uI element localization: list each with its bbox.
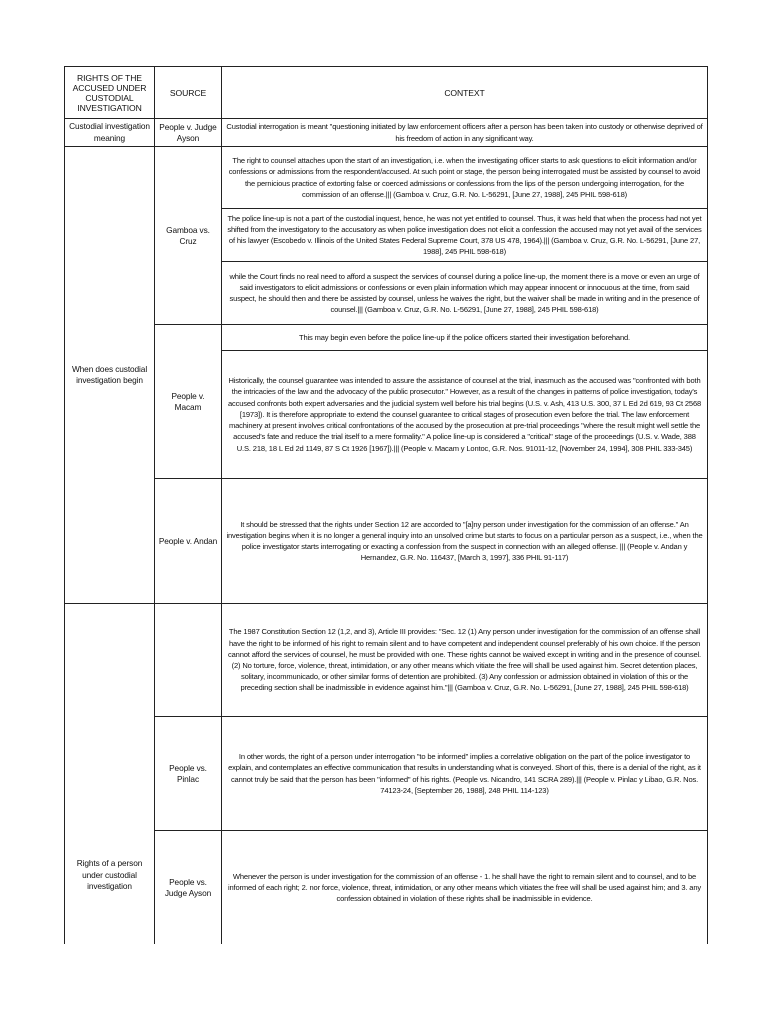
context-pinlac: In other words, the right of a person under interrogation "to be informed" implies a correlative obligation on the part of the police investigator to explain, and contemplates an effective communication that results in understanding what is conveyed. Short of this, there is a denial of the right, as it cannot truly be said that the person has been "informed" of his rights. (People vs. Nicandro, 141 SCRA 289).||| (People v. Pinlac y Libao, G.R. Nos. 74123-24, [September 26, 1988], 248 PHIL 114-123): [228, 752, 701, 795]
context-meaning: Custodial interrogation is meant "questioning initiated by law enforcement officers after a person has been taken into custody or otherwise deprived of his freedom of action in any significant way.: [226, 122, 703, 143]
topic-when-begin: When does custodial investigation begin: [71, 363, 148, 385]
context-macam-2: Historically, the counsel guarantee was intended to assure the assistance of counsel at the trial, inasmuch as the accused was "confronted with both the intricacies of the law and the advocacy of the public prosecutor." However, as a result of the changes in patterns of police investigation, today's accused confronts both expert adversaries and the judicial system well before his trial begins (U.S. v. Ash, 413 U.S. 300, 37 L Ed 2d 619, 93 Ct 2568 [1973]). It is therefore appropriate to extend the counsel guarantee to critical stages of prosecution even before the trial. The law enforcement machinery at present involves critical confrontations of the accused by the prosecution at pre-trial proceedings "where the result might well settle the accused's fate and reduce the trial itself to a mere formality." A police line-up is considered a "critical" stage of the proceedings (U.S. v. Wade, 388 U.S. 218, 18 L Ed 2d 1149, 87 S Ct 1926 [1967]).||| (People v. Macam y Lontoc, G.R. Nos. 91011-12, [November 24, 1994], 308 PHIL 333-345): [227, 376, 702, 453]
context-macam-1: This may begin even before the police line-up if the police officers started their investigation beforehand.: [298, 332, 631, 342]
topic-rights-person: Rights of a person under custodial investigation: [76, 858, 143, 891]
context-gamboa-3: while the Court finds no real need to afford a suspect the services of counsel during a police line-up, the moment there is a move or even an urge of said investigators to elicit admissions or confessions or even plain information which may appear innocent or innocuous at the time, from said suspect, he should then and there be assisted by counsel, unless he waives the right, but the waiver shall be made in writing and in the presence of counsel.||| (Gamboa v. Cruz, G.R. No. L-56291, [June 27, 1988], 245 PHIL 598-618): [229, 271, 700, 315]
topic-meaning: Custodial investigation meaning: [69, 121, 150, 143]
table-border-right: [707, 66, 708, 944]
header-source: SOURCE: [169, 87, 207, 98]
source-gamboa: Gamboa vs. Cruz: [166, 224, 210, 246]
context-ayson-rights: Whenever the person is under investigation for the commission of an offense - 1. he shall have the right to remain silent and to counsel, and to be informed of each right; 2. nor force, violence, threat, intimidation, or any other means which vitiates the free will shall be used against him; and 3. any confession obtained in violation of these rights shall be inadmissible in evidence.: [227, 871, 701, 904]
source-pinlac: People vs. Pinlac: [169, 762, 207, 784]
context-gamboa-2: The police line-up is not a part of the custodial inquest, hence, he was not yet entitled to counsel. Thus, it was held that when the process had not yet shifted from the investigatory to the accusatory as when police investigation does not elicit a confession the accused may not yet avail of the services of his lawyer (Escobedo v. Illinois of the United States Federal Supreme Court, 378 US 478, 1964).||| (Gamboa v. Cruz, G.R. No. L-56291, [June 27, 1988], 245 PHIL 598-618): [227, 213, 702, 257]
source-macam: People v. Macam: [171, 390, 205, 412]
header-rights: RIGHTS OF THE ACCUSED UNDER CUSTODIAL INVESTIGATION: [72, 72, 147, 113]
context-andan: It should be stressed that the rights under Section 12 are accorded to "[a]ny person under investigation for the commission of an offense." An investigation begins when it is no longer a general inquiry into an unsolved crime but starts to focus on a particular person as a suspect, i.e., when the police investigator starts interrogating or exacting a confession from the suspect in connection with an alleged offense. ||| (People v. Andan y Hernandez, G.R. No. 116437, [March 3, 1997], 336 PHIL 91-117): [226, 519, 703, 563]
source-andan: People v. Andan: [158, 535, 218, 546]
source-ayson: People v. Judge Ayson: [159, 121, 217, 143]
source-ayson-2: People vs. Judge Ayson: [164, 876, 212, 898]
header-context: CONTEXT: [444, 87, 485, 98]
context-constitution: The 1987 Constitution Section 12 (1,2, and 3), Article III provides: "Sec. 12 (1) Any person under investigation for the commission of an offense shall have the right to be informed of his right to remain silent and to have competent and independent counsel preferably of his own choice. If the person cannot afford the services of counsel, he must be provided with one. These rights cannot be waived except in writing and in the presence of counsel. (2) No torture, force, violence, threat, intimidation, or any other means which vitiate the free will shall be used against him. Secret detention places, solitary, incommunicado, or other similar forms of detention are prohibited. (3) Any confession or admission obtained in violation of this or the preceding section shall be inadmissible in evidence against him."||| (Gamboa v. Cruz, G.R. No. L-56291, [June 27, 1988], 245 PHIL 598-618): [228, 627, 701, 693]
context-gamboa-1: The right to counsel attaches upon the start of an investigation, i.e. when the investigating officer starts to ask questions to elicit information and/or confessions or admissions from the respondent/accused. At such point or stage, the person being interrogated must be assisted by counsel to avoid the pernicious practice of extorting false or coerced admissions or confessions from the lips of the person undergoing interrogation, for the commission of an offense.||| (Gamboa v. Cruz, G.R. No. L-56291, [June 27, 1988], 245 PHIL 598-618): [228, 156, 701, 199]
